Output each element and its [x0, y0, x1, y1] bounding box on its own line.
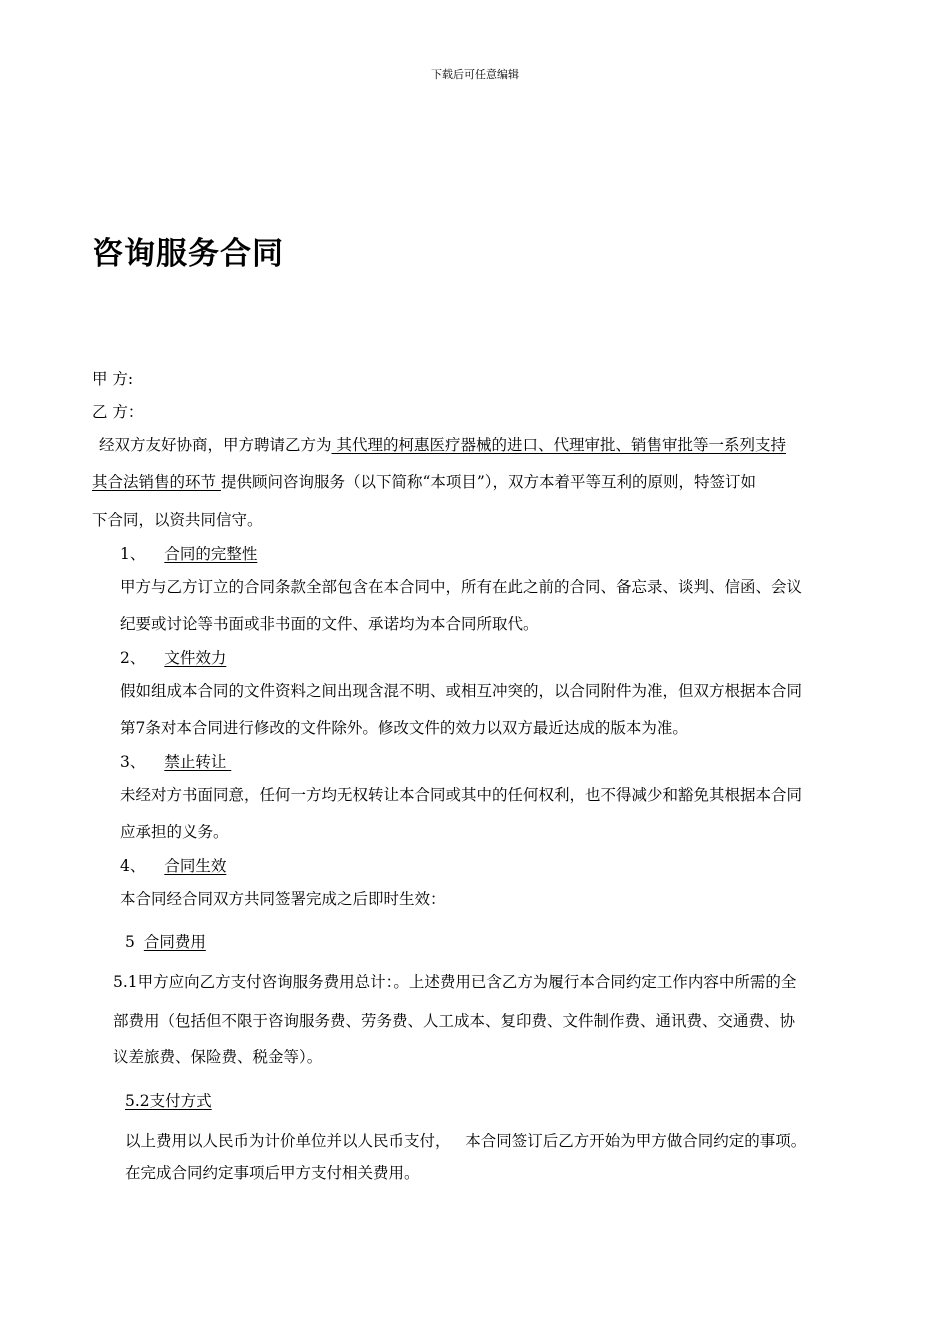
section-body-line: 假如组成本合同的文件资料之间出现含混不明、或相互冲突的，以合同附件为准，但双方根据本合同 — [120, 682, 803, 700]
section-body-line: 在完成合同约定事项后甲方支付相关费用。 — [125, 1164, 420, 1182]
section-heading — [125, 932, 206, 952]
section-title: 合同生效 — [164, 857, 227, 875]
section-body-line: 部费用（包括但不限于咨询服务费、劳务费、人工成本、复印费、文件制作费、通讯费、交通费、协 — [113, 1012, 796, 1030]
section-number: 4、 — [120, 857, 146, 875]
intro-line-3: 下合同，以资共同信守。 — [92, 511, 263, 529]
section-body-line: 第7条对本合同进行修改的文件除外。修改文件的效力以双方最近达成的版本为准。 — [120, 719, 688, 737]
section-body-line: 纪要或讨论等书面或非书面的文件、承诺均为本合同所取代。 — [120, 615, 539, 633]
subsection-heading: 5.2支付方式 — [125, 1092, 212, 1110]
section-title: 禁止转让 — [164, 753, 232, 771]
section-body-line: 本合同经合同双方共同签署完成之后即时生效： — [120, 890, 446, 908]
section-heading — [120, 752, 231, 772]
party-b-label: 乙 方： — [92, 403, 144, 421]
section-number: 5 — [125, 933, 135, 951]
intro-line-1 — [99, 435, 786, 455]
section-title: 合同费用 — [143, 933, 206, 951]
section-number: 1、 — [120, 545, 146, 563]
party-a-label: 甲 方: — [92, 370, 134, 388]
header-note: 下载后可任意编辑 — [431, 68, 519, 81]
section-body-line: 5.1甲方应向乙方支付咨询服务费用总计：。上述费用已含乙方为履行本合同约定工作内容中所需的全 — [113, 973, 797, 991]
intro-line-2 — [92, 472, 756, 492]
section-heading — [120, 544, 257, 564]
section-number: 3、 — [120, 753, 146, 771]
section-body-line: 应承担的义务。 — [120, 823, 229, 841]
section-body-line: 以上费用以人民币为计价单位并以人民币支付， 本合同签订后乙方开始为甲方做合同约定的事项。 — [125, 1132, 807, 1150]
section-heading — [120, 856, 226, 876]
service-scope-text: 其合法销售的环节 — [92, 473, 221, 491]
section-title: 文件效力 — [164, 649, 227, 667]
section-heading — [120, 648, 226, 668]
intro-text: 提供顾问咨询服务（以下简称“本项目”），双方本着平等互利的原则，特签订如 — [220, 473, 757, 491]
document-title: 咨询服务合同 — [92, 236, 284, 272]
section-body-line: 未经对方书面同意，任何一方均无权转让本合同或其中的任何权利，也不得减少和豁免其根据本合同 — [120, 786, 803, 804]
service-scope-text: 其代理的柯惠医疗器械的进口、代理审批、销售审批等一系列支持 — [331, 436, 786, 454]
section-title: 合同的完整性 — [164, 545, 258, 563]
intro-text: 经双方友好协商，甲方聘请乙方为 — [99, 436, 332, 454]
section-body-line: 议差旅费、保险费、税金等）。 — [113, 1048, 323, 1066]
section-number: 2、 — [120, 649, 146, 667]
section-body-line: 甲方与乙方订立的合同条款全部包含在本合同中，所有在此之前的合同、备忘录、谈判、信函、会议 — [120, 578, 803, 596]
